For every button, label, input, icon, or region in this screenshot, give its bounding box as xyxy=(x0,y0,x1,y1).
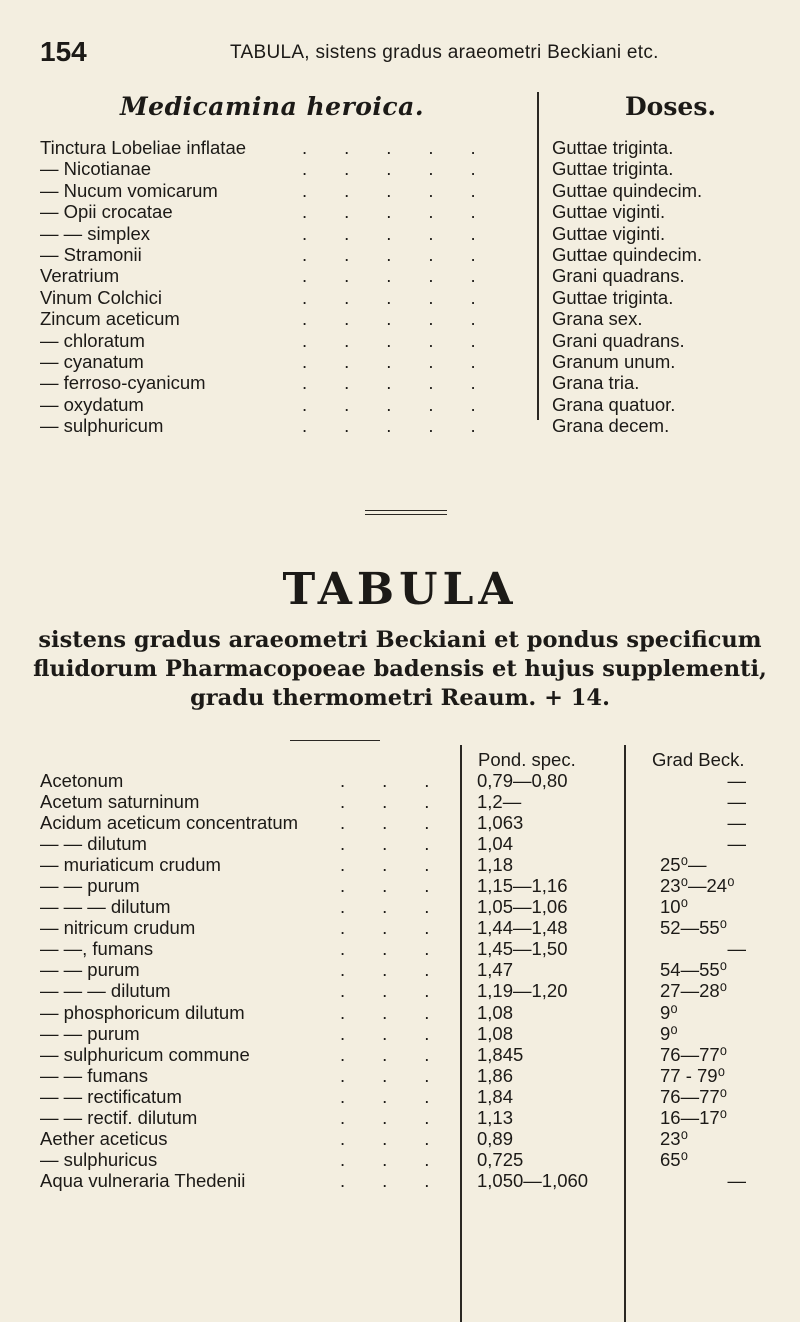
medicine-row xyxy=(40,372,520,393)
fluid-row xyxy=(40,1002,458,1023)
dot-leader: . . . . . xyxy=(302,286,476,308)
separator-rule xyxy=(290,740,380,741)
dot-leader: . . . xyxy=(340,875,430,897)
dot-leader: . . . xyxy=(340,812,430,834)
dot-leader: . . . . . xyxy=(302,265,476,287)
dot-leader: . . . xyxy=(340,959,430,981)
medicine-row xyxy=(40,351,520,372)
entry-label: — — purum xyxy=(40,959,140,981)
dot-leader: . . . xyxy=(340,938,430,960)
fluid-row xyxy=(40,1023,458,1044)
column-divider xyxy=(460,745,462,1322)
column-divider xyxy=(537,92,539,420)
fluid-row xyxy=(40,812,458,833)
pond-spec-column xyxy=(477,770,617,1191)
dose-row: Guttae quindecim. xyxy=(552,179,703,201)
fluid-row xyxy=(40,917,458,938)
pond-spec-cell: 1,18 xyxy=(477,854,514,876)
dot-leader: . . . xyxy=(340,1169,430,1191)
medicine-row xyxy=(40,180,520,201)
pond-spec-cell: 1,05—1,06 xyxy=(477,896,568,918)
fluid-row xyxy=(40,1170,458,1191)
separator-rule xyxy=(365,514,447,515)
dot-leader: . . . . . xyxy=(302,243,476,265)
fluid-row xyxy=(40,896,458,917)
grad-beck-cell: — xyxy=(727,770,746,791)
grad-beck-cell: — xyxy=(727,1169,746,1191)
fluid-row xyxy=(40,854,458,875)
fluid-row xyxy=(40,791,458,812)
grad-beck-cell: — xyxy=(727,938,746,960)
dot-leader: . . . . . xyxy=(302,308,476,330)
entry-label: — sulphuricum xyxy=(40,415,164,437)
medicine-row xyxy=(40,158,520,179)
medicine-row xyxy=(40,415,520,436)
dot-leader: . . . . . xyxy=(302,158,476,180)
column-divider xyxy=(624,745,626,1322)
grad-beck-cell: 25⁰— xyxy=(660,854,707,876)
fluid-row xyxy=(40,1065,458,1086)
entry-label: — — — dilutum xyxy=(40,896,171,918)
entry-label: — — rectif. dilutum xyxy=(40,1106,198,1128)
column-header-pond-spec: Pond. spec. xyxy=(478,749,576,770)
pond-spec-cell: 0,79—0,80 xyxy=(477,770,568,791)
dot-leader: . . . . . xyxy=(302,393,476,415)
entry-label: — ferroso-cyanicum xyxy=(40,372,206,394)
pond-spec-cell: 1,45—1,50 xyxy=(477,938,568,960)
entry-label: — — purum xyxy=(40,1022,140,1044)
dose-row: Guttae viginti. xyxy=(552,201,666,223)
dot-leader: . . . xyxy=(340,917,430,939)
fluid-row xyxy=(40,959,458,980)
dose-row: Guttae triginta. xyxy=(552,137,674,158)
entry-label: Tinctura Lobeliae inflatae xyxy=(40,137,247,158)
fluid-row xyxy=(40,938,458,959)
grad-beck-cell: 23⁰—24⁰ xyxy=(660,875,735,897)
page-number: 154 xyxy=(40,36,87,67)
grad-beck-cell: 9⁰ xyxy=(660,1001,678,1023)
grad-beck-cell: — xyxy=(727,812,746,834)
dot-leader: . . . xyxy=(340,1085,430,1107)
dot-leader: . . . xyxy=(340,1043,430,1065)
entry-label: — phosphoricum dilutum xyxy=(40,1001,245,1023)
subtitle-line-1: sistens gradus araeometri Beckiani et pondus specificum xyxy=(38,627,762,653)
dot-leader: . . . . . xyxy=(302,415,476,437)
dot-leader: . . . xyxy=(340,854,430,876)
dot-leader: . . . xyxy=(340,1022,430,1044)
entry-label: Zincum aceticum xyxy=(40,308,180,330)
pond-spec-cell: 1,845 xyxy=(477,1043,524,1065)
pond-spec-cell: 1,050—1,060 xyxy=(477,1169,589,1191)
grad-beck-cell: 9⁰ xyxy=(660,1022,678,1044)
fluid-row xyxy=(40,980,458,1001)
fluid-name-column xyxy=(40,770,458,1191)
dot-leader: . . . xyxy=(340,896,430,918)
pond-spec-cell: 1,15—1,16 xyxy=(477,875,568,897)
entry-label: — — — dilutum xyxy=(40,980,171,1002)
fluid-row xyxy=(40,1149,458,1170)
entry-label: Acetum saturninum xyxy=(40,791,200,813)
entry-label: — muriaticum crudum xyxy=(40,854,221,876)
fluid-row xyxy=(40,1044,458,1065)
entry-label: — sulphuricus xyxy=(40,1148,158,1170)
medicine-row xyxy=(40,330,520,351)
medicine-row xyxy=(40,265,520,286)
medicine-row xyxy=(40,244,520,265)
dot-leader: . . . xyxy=(340,1148,430,1170)
column-header-grad-beck: Grad Beck. xyxy=(652,749,745,770)
entry-label: — —, fumans xyxy=(40,938,154,960)
separator-rule xyxy=(365,510,447,511)
entry-label: Aether aceticus xyxy=(40,1127,168,1149)
medicine-row xyxy=(40,201,520,222)
fluid-row xyxy=(40,770,458,791)
dot-leader: . . . xyxy=(340,1106,430,1128)
grad-beck-cell: — xyxy=(727,791,746,813)
dot-leader: . . . . . xyxy=(302,137,476,158)
entry-label: Acidum aceticum concentratum xyxy=(40,812,299,834)
entry-label: — cyanatum xyxy=(40,350,144,372)
entry-label: — sulphuricum commune xyxy=(40,1043,250,1065)
dose-list xyxy=(552,137,782,436)
entry-label: — Nicotianae xyxy=(40,158,152,180)
entry-label: — nitricum crudum xyxy=(40,917,196,939)
medicine-row xyxy=(40,287,520,308)
medicine-row xyxy=(40,223,520,244)
subtitle-line-3: gradu thermometri Reaum. + 14. xyxy=(190,685,610,711)
dot-leader: . . . . . xyxy=(302,329,476,351)
dot-leader: . . . xyxy=(340,1127,430,1149)
entry-label: — Stramonii xyxy=(40,243,142,265)
pond-spec-cell: 1,08 xyxy=(477,1001,514,1023)
heroic-medicines-heading: Medicamina heroica. xyxy=(120,92,425,121)
dot-leader: . . . xyxy=(340,833,430,855)
fluid-row xyxy=(40,833,458,854)
fluid-row xyxy=(40,1107,458,1128)
grad-beck-cell: 76—77⁰ xyxy=(660,1085,728,1107)
entry-label: Acetonum xyxy=(40,770,124,791)
dose-row: Guttae triginta. xyxy=(552,286,674,308)
running-title: TABULA, sistens gradus araeometri Beckiani etc. xyxy=(230,42,659,63)
grad-beck-cell: 16—17⁰ xyxy=(660,1106,728,1128)
entry-label: — — fumans xyxy=(40,1064,148,1086)
fluid-row xyxy=(40,1128,458,1149)
dot-leader: . . . . . xyxy=(302,372,476,394)
dose-row: Grana decem. xyxy=(552,415,670,437)
dot-leader: . . . xyxy=(340,1001,430,1023)
medicine-row xyxy=(40,137,520,158)
pond-spec-cell: 0,725 xyxy=(477,1148,524,1170)
entry-label: — — purum xyxy=(40,875,140,897)
tabula-title: TABULA xyxy=(282,564,518,615)
pond-spec-cell: 1,13 xyxy=(477,1106,514,1128)
grad-beck-cell: 10⁰ xyxy=(660,896,688,918)
entry-label: — Nucum vomicarum xyxy=(40,179,218,201)
dot-leader: . . . xyxy=(340,770,430,791)
pond-spec-cell: 1,04 xyxy=(477,833,514,855)
dose-row: Grana tria. xyxy=(552,372,640,394)
pond-spec-cell: 1,86 xyxy=(477,1064,514,1086)
dot-leader: . . . . . xyxy=(302,222,476,244)
grad-beck-cell: 23⁰ xyxy=(660,1127,688,1149)
dot-leader: . . . xyxy=(340,1064,430,1086)
entry-label: Veratrium xyxy=(40,265,120,287)
pond-spec-cell: 1,44—1,48 xyxy=(477,917,568,939)
dose-row: Guttae triginta. xyxy=(552,158,674,180)
dot-leader: . . . . . xyxy=(302,350,476,372)
pond-spec-cell: 1,19—1,20 xyxy=(477,980,568,1002)
grad-beck-cell: 52—55⁰ xyxy=(660,917,728,939)
entry-label: Vinum Colchici xyxy=(40,286,163,308)
pond-spec-cell: 1,47 xyxy=(477,959,514,981)
dose-row: Grana sex. xyxy=(552,308,643,330)
pond-spec-cell: 1,2— xyxy=(477,791,522,813)
grad-beck-column xyxy=(628,770,778,1191)
dot-leader: . . . . . xyxy=(302,179,476,201)
pond-spec-cell: 1,08 xyxy=(477,1022,514,1044)
grad-beck-cell: 27—28⁰ xyxy=(660,980,728,1002)
grad-beck-cell: 76—77⁰ xyxy=(660,1043,728,1065)
dose-row: Granum unum. xyxy=(552,350,676,372)
entry-label: — — simplex xyxy=(40,222,150,244)
doses-heading: Doses. xyxy=(625,92,717,121)
entry-label: Aqua vulneraria Thedenii xyxy=(40,1169,246,1191)
entry-label: — oxydatum xyxy=(40,393,144,415)
entry-label: — — rectificatum xyxy=(40,1085,182,1107)
page-header xyxy=(40,36,740,76)
entry-label: — Opii crocatae xyxy=(40,201,173,223)
pond-spec-cell: 1,84 xyxy=(477,1085,514,1107)
medicine-row xyxy=(40,308,520,329)
entry-label: — chloratum xyxy=(40,329,145,351)
fluid-row xyxy=(40,1086,458,1107)
pond-spec-cell: 1,063 xyxy=(477,812,524,834)
subtitle-line-2: fluidorum Pharmacopoeae badensis et hujus supplementi, xyxy=(33,656,767,682)
grad-beck-cell: 65⁰ xyxy=(660,1148,688,1170)
dose-row: Grana quatuor. xyxy=(552,393,676,415)
medicine-row xyxy=(40,394,520,415)
dose-row: Guttae quindecim. xyxy=(552,243,703,265)
grad-beck-cell: — xyxy=(727,833,746,855)
dose-row: Grani quadrans. xyxy=(552,329,685,351)
dose-row: Guttae viginti. xyxy=(552,222,666,244)
dot-leader: . . . xyxy=(340,980,430,1002)
dot-leader: . . . . . xyxy=(302,201,476,223)
pond-spec-cell: 0,89 xyxy=(477,1127,514,1149)
dot-leader: . . . xyxy=(340,791,430,813)
grad-beck-cell: 54—55⁰ xyxy=(660,959,728,981)
entry-label: — — dilutum xyxy=(40,833,147,855)
dose-row: Grani quadrans. xyxy=(552,265,685,287)
grad-beck-cell: 77 - 79⁰ xyxy=(660,1064,726,1086)
medicine-list xyxy=(40,137,520,436)
fluid-row xyxy=(40,875,458,896)
